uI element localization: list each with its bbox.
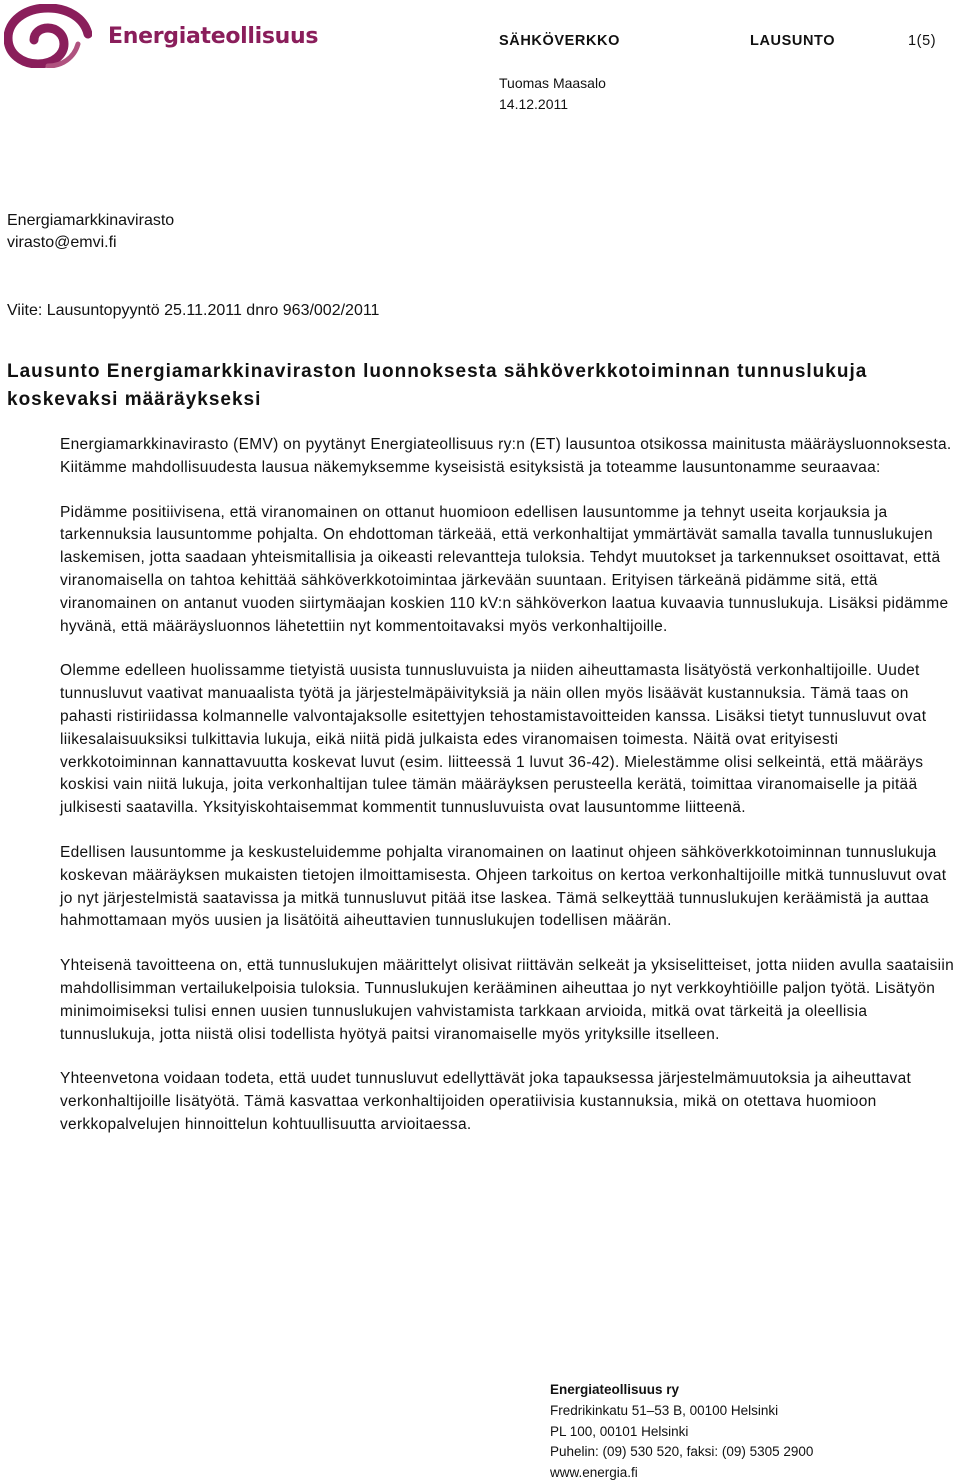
energiateollisuus-logo-icon bbox=[4, 4, 92, 68]
body-paragraph: Pidämme positiivisena, että viranomainen on ottanut huomioon edellisen lausuntomme ja tehnyt useita korjauksia ja tarkennuksia lausuntomme pohjalta. On ehdottoman tärkeää, että verkonhaltijat ymmärtävät samalla tavalla tunnuslukujen laskemisen, jotta saadaan yhteismitallisia ja oikeasti relevantteja tuloksia. Tehdyt muutokset ja tarkennukset osoittavat, että viranomaisella on tahtoa kehittää sähköverkkotoimintaa järkevään suuntaan. Erityisen tärkeänä pidämme sitä, että viranomainen on antanut vuoden siirtymäajan koskien 110 kV:n sähköverkon laatua kuvaavia tunnuslukuja. Lisäksi pidämme hyvänä, että määräysluonnos lähetettiin nyt kommentoitavaksi myös verkonhaltijoille. bbox=[60, 503, 949, 635]
recipient-block bbox=[7, 210, 174, 254]
body-paragraph: Energiamarkkinavirasto (EMV) on pyytänyt Energiateollisuus ry:n (ET) lausuntoa otsikossa mainitusta määräysluonnoksesta. Kiitämme mahdollisuudesta lausua näkemyksemme kyseisistä esityksistä ja toteamme lausuntonamme seuraavaa: bbox=[60, 436, 952, 476]
logo-wordmark: Energiateollisuus bbox=[108, 24, 319, 49]
body-paragraph: Olemme edelleen huolissamme tietyistä uusista tunnusluvuista ja niiden aiheuttamasta lisätyöstä verkonhaltijoille. Uudet tunnusluvut vaativat manuaalista työtä ja järjestelmäpäivityksiä ja näin ollen myös lisäävät kustannuksia. Tämä taas on pahasti ristiriidassa kolmannelle valvontajaksolle esitettyjen tehostamistavoitteiden kanssa. Lisäksi tietyt tunnusluvut ovat liikesalaisuuksiksi tulkittavia lukuja, eikä niitä pidä julkaista edes viranomaisen toimesta. Näitä ovat erityisesti verkkotoiminnan kannattavuutta koskevat luvut (esim. liitteessä 1 luvut 36-42). Mielestämme olisi selkeintä, että määräys koskisi vain niitä lukuja, joita verkonhaltijan tulee tämän määräyksen perusteella kerätä, toimittaa viranomaiselle ja pitää julkisesti saatavilla. Yksityiskohtaisemmat kommentit tunnusluvuista ovat lausuntomme liitteenä. bbox=[60, 662, 927, 817]
recipient-email: virasto@emvi.fi bbox=[7, 234, 117, 251]
footer-website: www.energia.fi bbox=[550, 1465, 638, 1481]
company-logo bbox=[4, 4, 319, 68]
footer-address: Fredrikinkatu 51–53 B, 00100 Helsinki bbox=[550, 1402, 779, 1418]
footer-phone: Puhelin: (09) 530 520, faksi: (09) 5305 2900 bbox=[550, 1444, 814, 1460]
letter-body bbox=[60, 434, 955, 1159]
body-paragraph: Yhteisenä tavoitteena on, että tunnuslukujen määrittelyt olisivat riittävän selkeät ja yksiselitteiset, jotta niiden avulla saataisiin mahdollisimman vertailukelpoisia tuloksia. Tunnuslukujen kerääminen aiheuttaa jo nyt verkkoyhtiöille paljon työtä. Lisätyön minimoimiseksi tulisi ennen uusien tunnuslukujen vahvistamista tarkkaan arvioida, mitkä ovat tärkeitä ja oleellisia tunnuslukuja, jotta niistä olisi todellista hyötyä paitsi viranomaiselle myös yrityksille itselleen. bbox=[60, 957, 955, 1043]
footer-po-box: PL 100, 00101 Helsinki bbox=[550, 1423, 689, 1439]
footer-org-name: Energiateollisuus ry bbox=[550, 1382, 680, 1397]
letter-title: Lausunto Energiamarkkinaviraston luonnoksesta sähköverkkotoiminnan tunnuslukuja koskevaksi määräykseksi bbox=[7, 361, 868, 410]
author-name: Tuomas Maasalo bbox=[499, 75, 606, 91]
recipient-name: Energiamarkkinavirasto bbox=[7, 212, 175, 229]
footer-contact bbox=[550, 1380, 813, 1484]
reference-line: Viite: Lausuntopyyntö 25.11.2011 dnro 963/002/2011 bbox=[7, 302, 380, 319]
body-paragraph: Yhteenvetona voidaan todeta, että uudet tunnusluvut edellyttävät joka tapauksessa järjestelmämuutoksia ja aiheuttavat verkonhaltijoille lisätyötä. Tämä kasvattaa verkonhaltijoiden operatiivisia kustannuksia, mikä on otettava huomioon verkkopalvelujen hinnoittelun kohtuullisuutta arvioitaessa. bbox=[60, 1070, 912, 1133]
body-paragraph: Edellisen lausuntomme ja keskusteluidemme pohjalta viranomainen on laatinut ohjeen sähköverkkotoiminnan tunnuslukuja koskevan määräyksen mukaisten tietojen ilmoittamisesta. Ohjeen tarkoitus on kertoa verkonhaltijoille mitkä tunnusluvut ovat jo nyt järjestelmistä saatavissa ja mitkä tunnusluvut pitää itse laskea. Tämä selkeyttää tunnuslukujen keräämistä ja auttaa hahmottamaan myös uusien ja lisätöitä aiheuttavien tunnuslukujen todellisen määrän. bbox=[60, 843, 947, 930]
department-label: SÄHKÖVERKKO bbox=[499, 33, 620, 49]
document-date: 14.12.2011 bbox=[499, 96, 569, 112]
document-type: LAUSUNTO bbox=[750, 33, 836, 49]
page-number: 1(5) bbox=[908, 33, 937, 49]
